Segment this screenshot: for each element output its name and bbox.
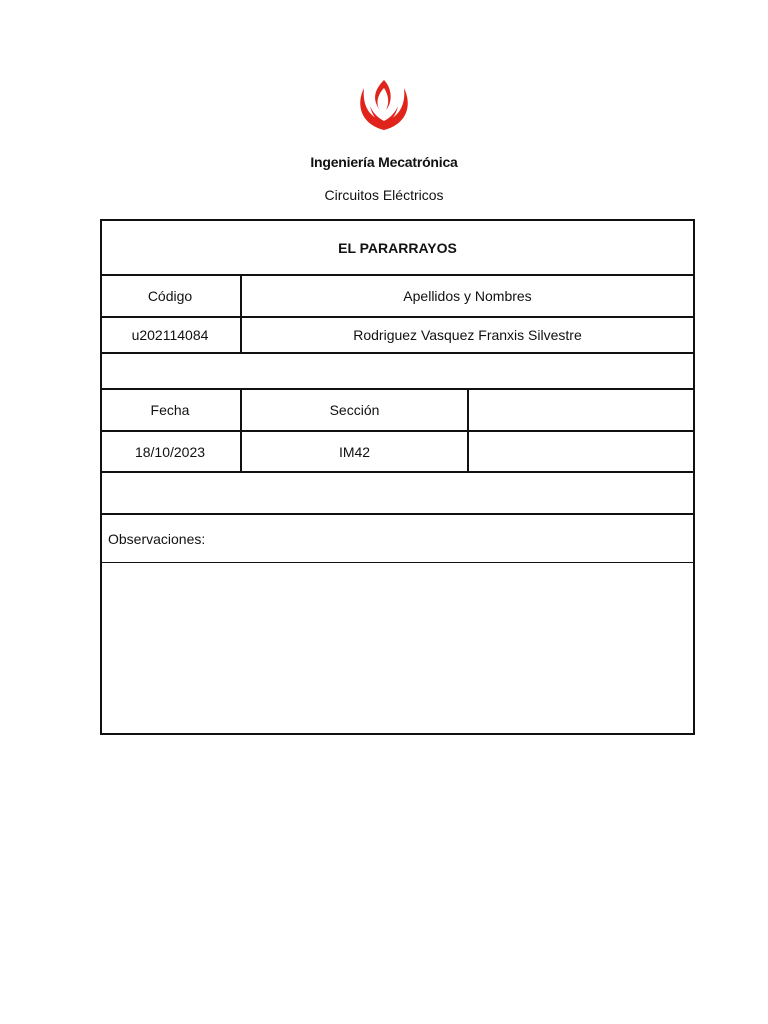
date-label: Fecha [150,402,190,418]
form-divider [100,352,695,354]
section-value: IM42 [338,443,371,460]
observations-label: Observaciones: [108,530,206,547]
cover-form [100,219,695,735]
institution-title: Ingeniería Mecatrónica [310,154,458,170]
form-border-right [693,219,695,735]
form-border-bottom [100,733,695,735]
form-divider [100,471,695,473]
course-subtitle: Circuitos Eléctricos [324,187,444,203]
document-title: EL PARARRAYOS [338,239,457,256]
submission-date: 18/10/2023 [134,443,206,460]
university-logo [320,66,448,146]
section-label: Sección [329,402,380,418]
form-divider [100,562,695,563]
code-label: Código [147,288,193,304]
names-label: Apellidos y Nombres [403,288,532,304]
student-name: Rodriguez Vasquez Franxis Silvestre [353,327,582,343]
form-column-divider [467,388,469,472]
student-code: u202114084 [131,327,209,343]
flame-logo-icon [320,66,448,146]
